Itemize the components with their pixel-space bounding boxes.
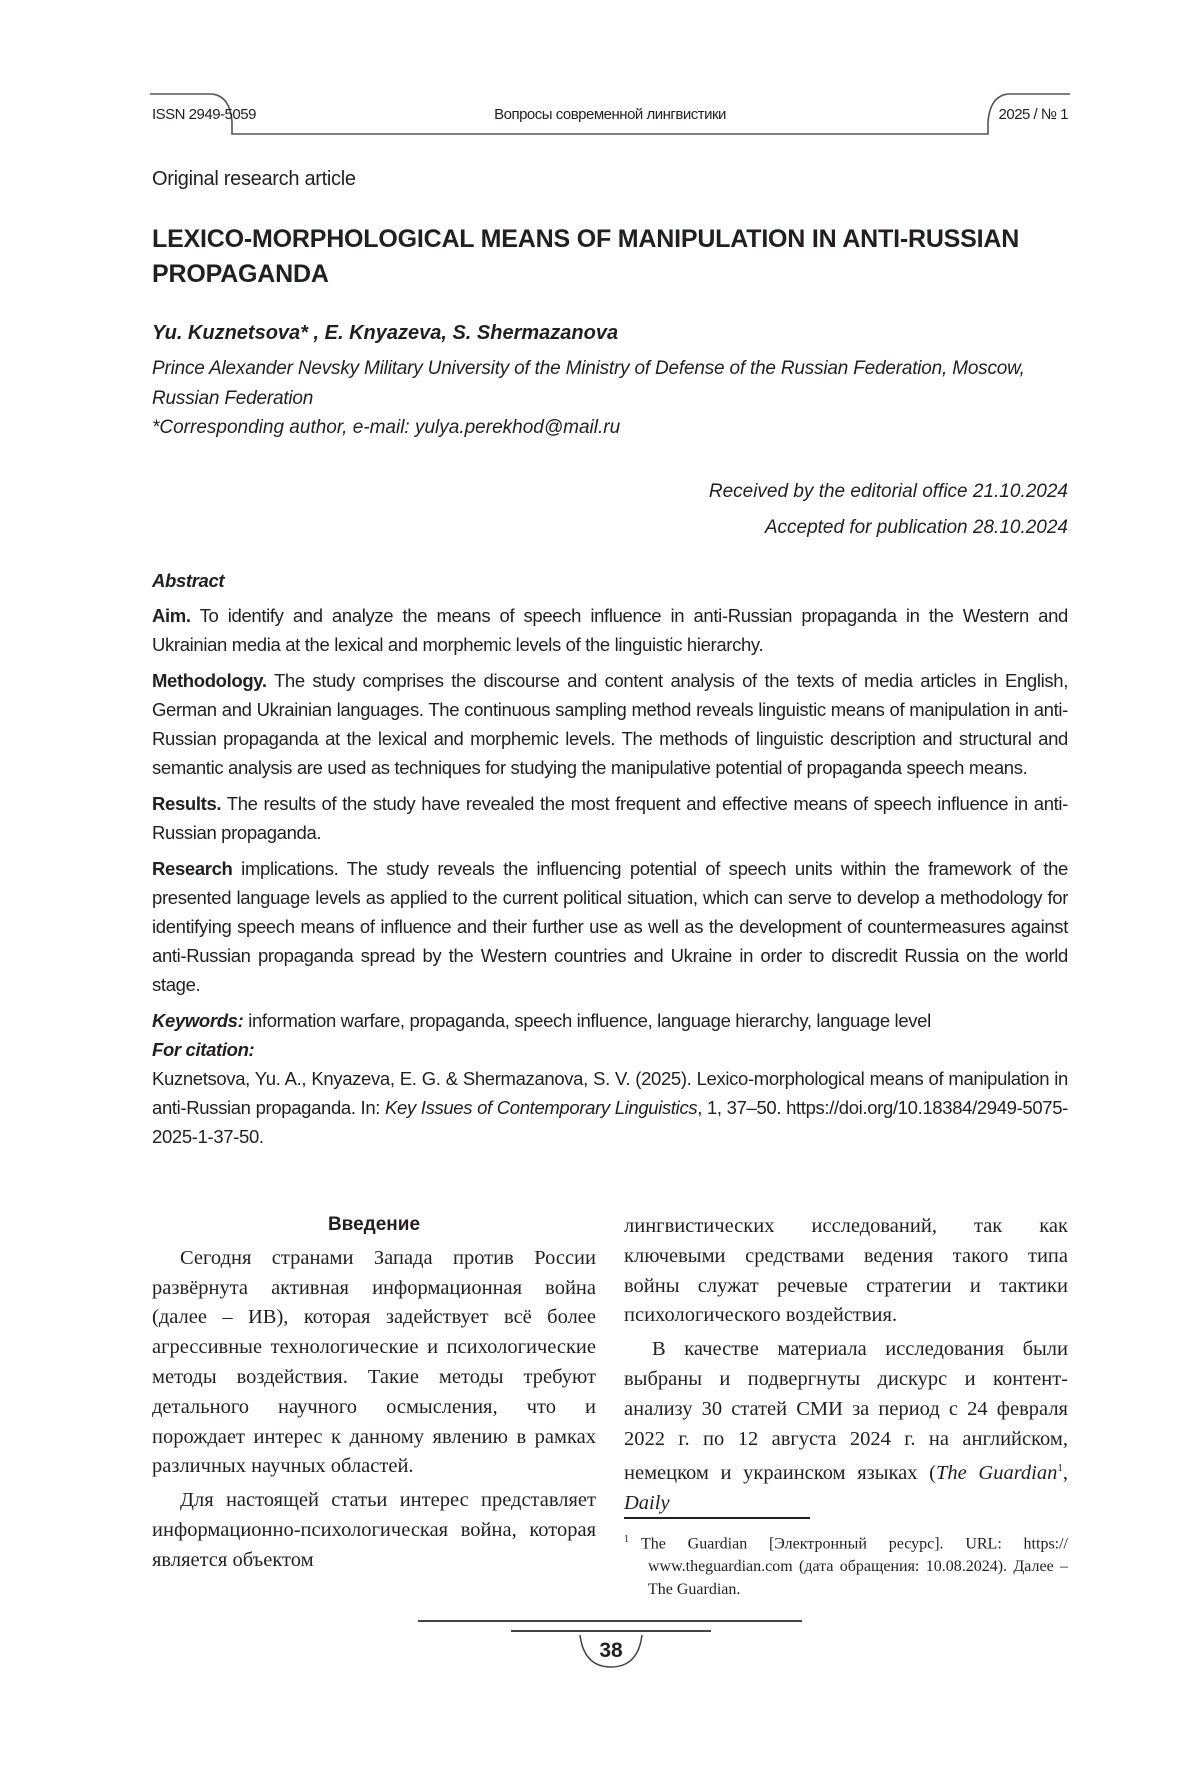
methodology-text: The study comprises the discourse and content analysis of the texts of media articles in English, German and Ukrainian languages. The continuous sampling method reveals linguistic means of manipulation in anti-Russian propaganda at the lexical and morphemic levels. The methods of linguistic description and structural and semantic analysis are used as techniques for studying the manipulative potential of propaganda speech means.: [152, 670, 1068, 778]
methodology-label: Methodology.: [152, 670, 267, 691]
paragraph-text: В качестве материала исследования были выбраны и подвергнуты дискурс и контент-анализу 30 статей СМИ за период с 24 февраля 2022 г. по 12 августа 2024 г. на английском, немецком и украинском языках (: [624, 1338, 1068, 1484]
issue: 2025 / № 1: [999, 106, 1068, 123]
journal-name: Вопросы современной лингвистики: [150, 106, 1070, 123]
footnote-ref[interactable]: 1: [1057, 1462, 1063, 1474]
citation: [152, 1064, 1068, 1151]
results-text: The results of the study have revealed the most frequent and effective means of speech influence in anti-Russian propaganda.: [152, 793, 1068, 843]
abstract-results: [152, 789, 1068, 847]
authors: Yu. Kuznetsova* , E. Knyazeva, S. Shermazanova: [152, 322, 618, 345]
paragraph: лингвистических исследований, так как ключевыми средствами ведения такого типа войны служат речевые стратегии и тактики психологического воздействия.: [624, 1212, 1068, 1331]
issn: ISSN 2949-5059: [152, 106, 256, 123]
right-column: [624, 1212, 1068, 1519]
section-heading: Введение: [152, 1210, 596, 1240]
source-name: The Guardian: [936, 1462, 1057, 1484]
implications-label: Research: [152, 858, 233, 879]
footer-rule-short: [511, 1630, 711, 1632]
source-name: Daily: [624, 1492, 670, 1514]
received-date: Received by the editorial office 21.10.2024: [709, 474, 1068, 510]
article-type: Original research article: [152, 168, 356, 191]
aim-label: Aim.: [152, 605, 191, 626]
footnote-rule: [624, 1517, 810, 1519]
separator: ,: [1063, 1462, 1068, 1484]
footnote: [624, 1528, 1068, 1601]
footer-rule: [418, 1620, 802, 1622]
abstract-implications: [152, 854, 1068, 999]
page-number-badge: [578, 1633, 644, 1669]
paragraph: Сегодня странами Запада против России развёрнута активная информационная война (далее – ИВ), которая задействует всё более агрессивные технологические и психологические методы воздействия. Такие методы требуют детального научного осмысления, что и порождает интерес к данному явлению в рамках различных научных областей.: [152, 1244, 596, 1482]
abstract: [152, 566, 1068, 1158]
abstract-heading: Abstract: [152, 566, 1068, 595]
left-column: [152, 1210, 596, 1576]
keywords-label: Keywords:: [152, 1010, 243, 1031]
paragraph: Для настоящей статьи интерес представляет информационно-психологическая война, которая является объектом: [152, 1486, 596, 1575]
footnote-text: The Guardian [Электронный ресурс]. URL: https:// www.theguardian.com (дата обращения: 10.08.2024). Далее – The Guardian.: [641, 1535, 1068, 1598]
accepted-date: Accepted for publication 28.10.2024: [709, 510, 1068, 546]
affiliation: Prince Alexander Nevsky Military University of the Ministry of Defense of the Russian Federation, Moscow, Russian Federation: [152, 354, 1072, 414]
implications-text: implications. The study reveals the influencing potential of speech units within the framework of the presented language levels as applied to the current political situation, which can serve to develop a methodology for identifying speech means of influence and their further use as well as the development of countermeasures against anti-Russian propaganda spread by the Western countries and Ukraine in order to discredit Russia on the world stage.: [152, 858, 1068, 995]
page-number: 38: [578, 1639, 644, 1663]
footnote-mark: 1: [624, 1534, 629, 1545]
aim-text: To identify and analyze the means of speech influence in anti-Russian propaganda in the Western and Ukrainian media at the lexical and morphemic levels of the linguistic hierarchy.: [152, 605, 1068, 655]
abstract-methodology: [152, 666, 1068, 782]
keywords: [152, 1006, 1068, 1035]
dates: [709, 474, 1068, 546]
citation-heading: For citation:: [152, 1035, 1068, 1064]
citation-authors: Kuznetsova, Yu. A., Knyazeva, E. G. & Shermazanova, S. V. (2025). Lexico-morphological means of manipulation in anti-Russian propaganda. In:: [152, 1068, 1068, 1118]
citation-doi[interactable]: , 1, 37–50. https://doi.org/10.18384/2949-5075-2025-1-37-50.: [152, 1097, 1068, 1147]
article-title: LEXICO-MORPHOLOGICAL MEANS OF MANIPULATION IN ANTI-RUSSIAN PROPAGANDA: [152, 222, 1052, 292]
running-header: [150, 92, 1070, 138]
keywords-text: information warfare, propaganda, speech influence, language hierarchy, language level: [243, 1010, 930, 1031]
corresponding-author: *Corresponding author, e-mail: yulya.perekhod@mail.ru: [152, 417, 620, 439]
citation-journal: Key Issues of Contemporary Linguistics: [385, 1097, 697, 1118]
results-label: Results.: [152, 793, 221, 814]
paragraph: [624, 1335, 1068, 1519]
abstract-aim: [152, 601, 1068, 659]
